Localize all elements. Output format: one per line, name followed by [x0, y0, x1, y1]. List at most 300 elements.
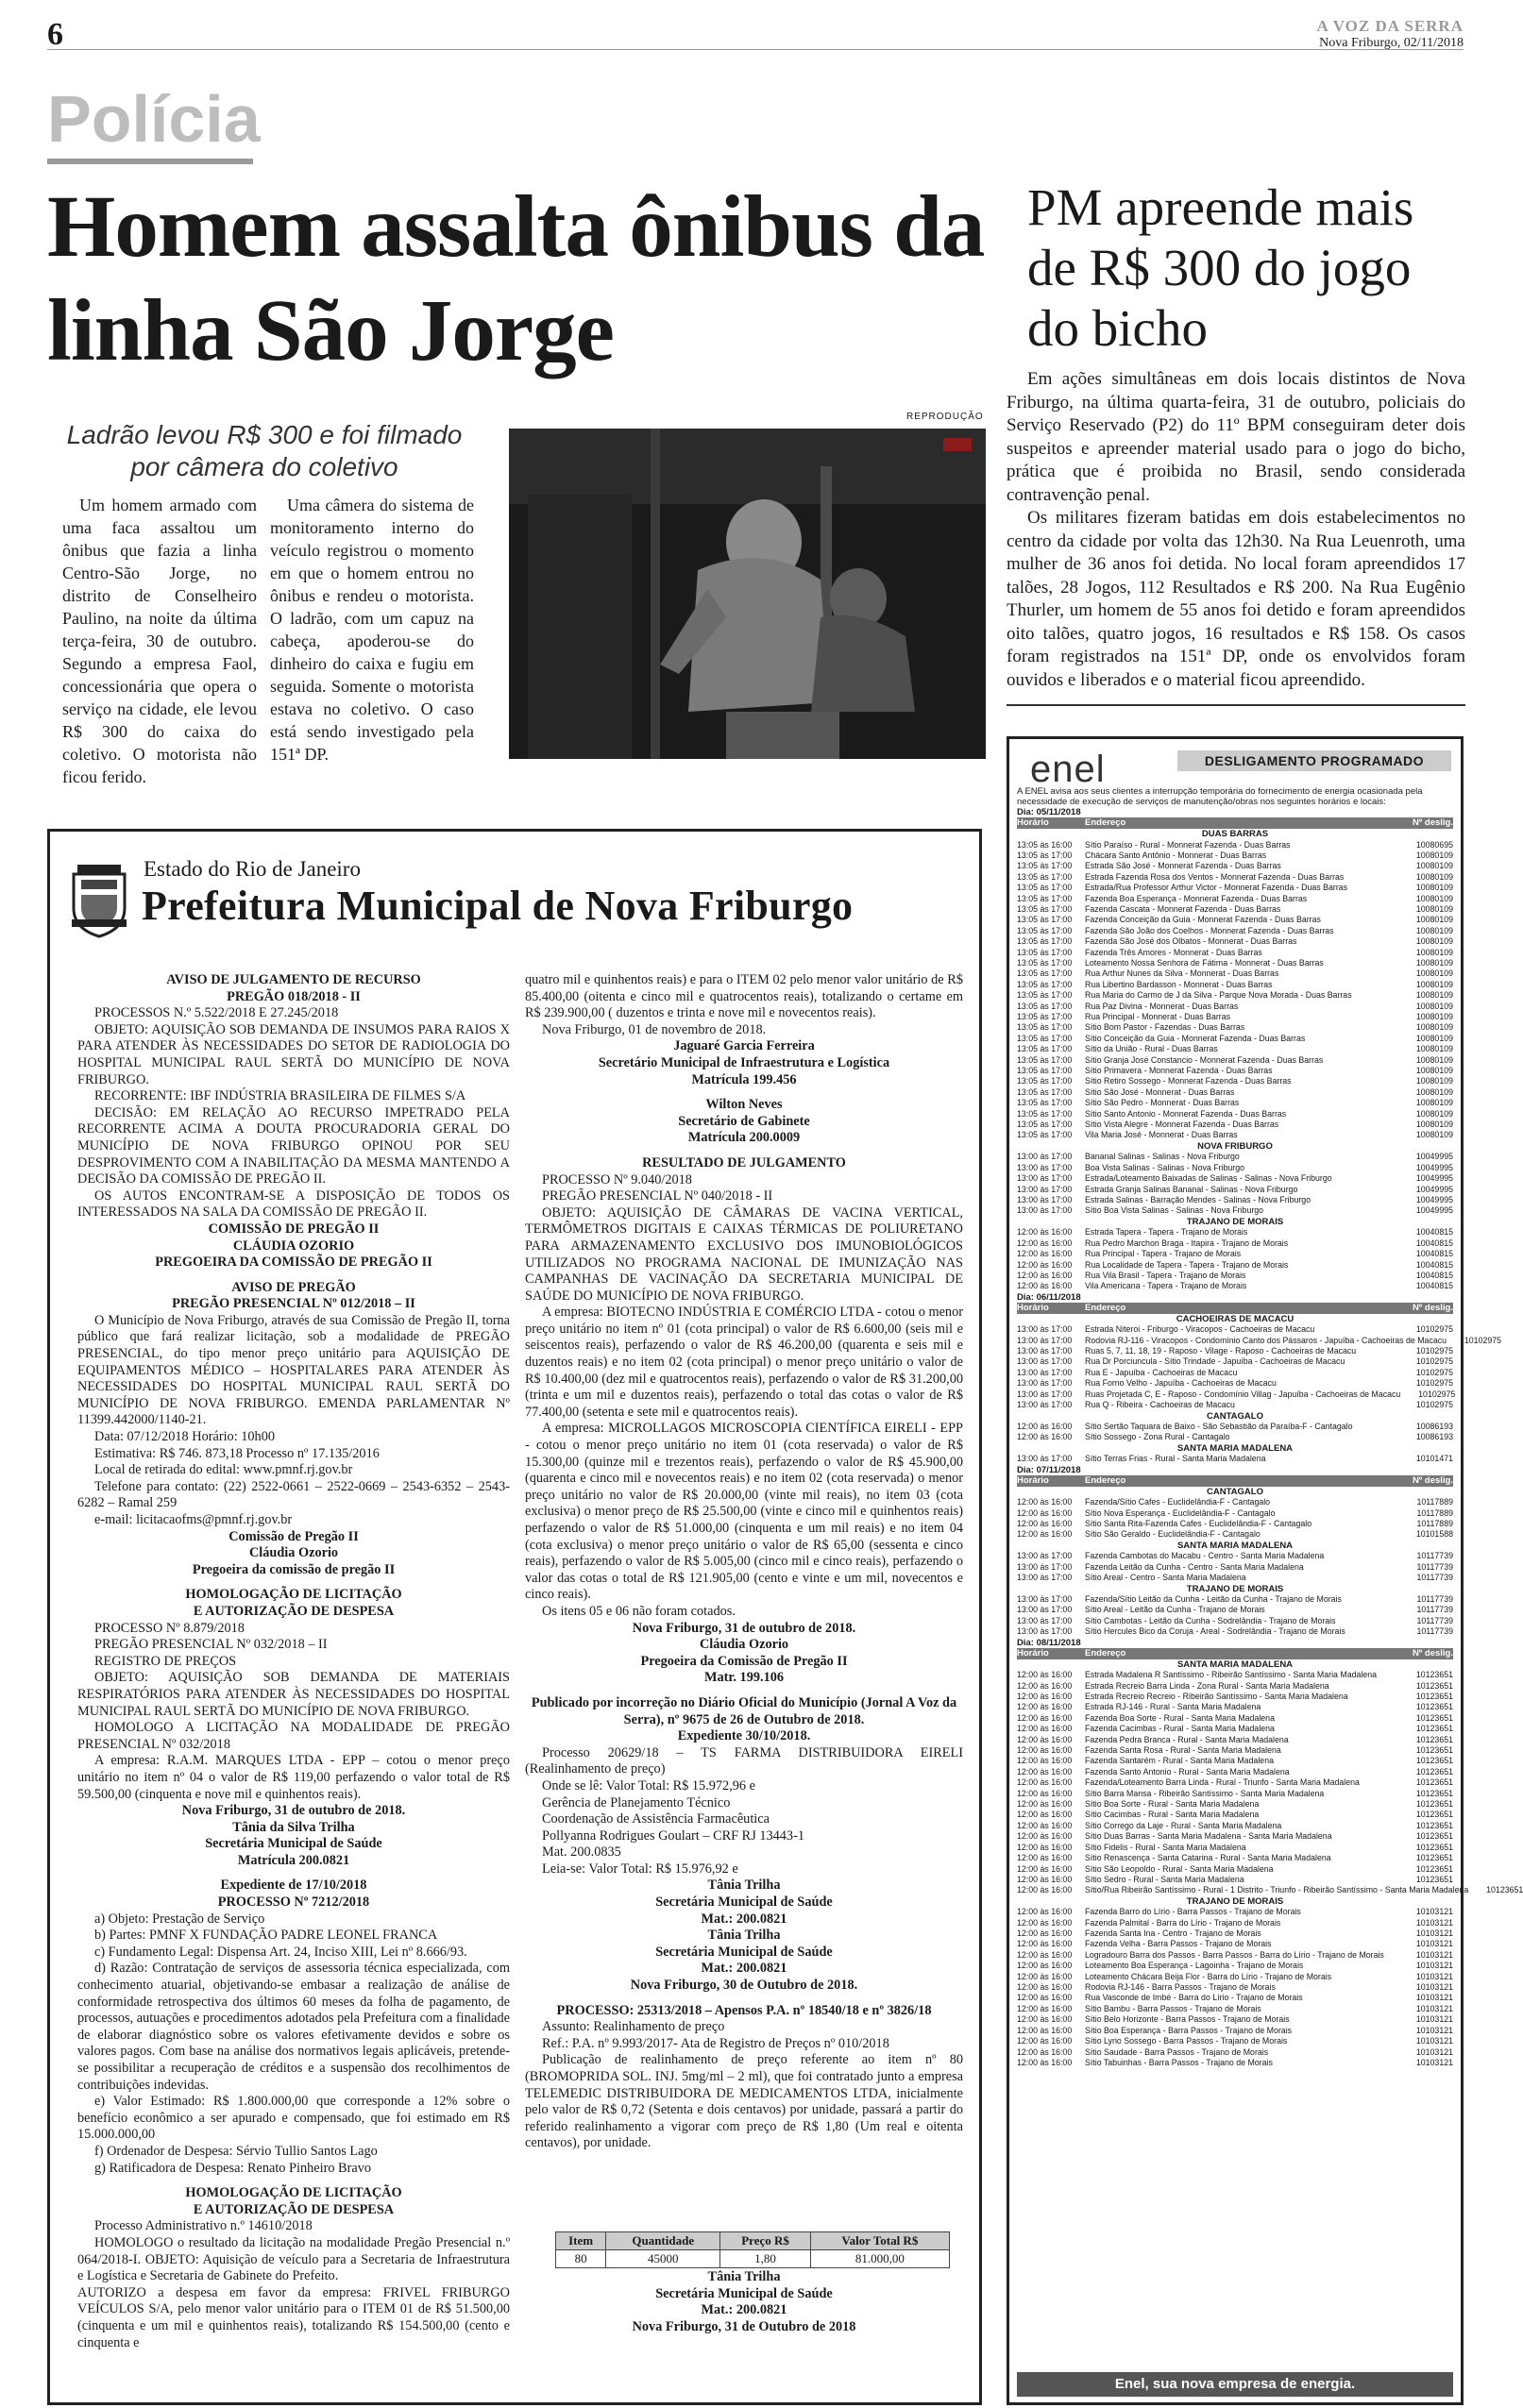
enel-cell: 10123651 — [1415, 1745, 1453, 1756]
enel-cell: 10123651 — [1415, 1724, 1453, 1734]
enel-cell: 10080109 — [1415, 1066, 1453, 1076]
enel-cell: 13:05 às 17:00 — [1017, 936, 1073, 947]
table-row — [1017, 1605, 1453, 1615]
notice-heading: Nova Friburgo, 31 de outubro de 2018. — [181, 1803, 406, 1819]
table-row — [1017, 1055, 1453, 1066]
enel-cell: Sítio Fidelis - Rural - Santa Maria Madalena — [1085, 1842, 1246, 1852]
notice-paragraph: OBJETO: AQUISIÇÃO SOB DEMANDA DE MATERIAIS RESPIRATÓRIOS PARA ATENDER ÀS NECESSIDADES DO HOSPITAL MUNICIPAL RAUL SERTÃ DO MUNICÍPIO DE NOVA FRIBURGO. — [77, 1670, 510, 1719]
enel-cell: Sítio da União - Rural - Duas Barras — [1085, 1044, 1218, 1054]
notice-heading: Secretária Municipal de Saúde — [655, 1894, 833, 1911]
enel-cell: Rua Forno Velho - Japuíba - Cachoeiras de Macacu — [1085, 1378, 1277, 1389]
enel-cell: 13:05 às 17:00 — [1017, 1098, 1073, 1108]
table-row — [1017, 1205, 1453, 1216]
notice-paragraph: Data: 07/12/2018 Horário: 10h00 — [94, 1429, 275, 1445]
enel-cell: 10102975 — [1415, 1324, 1453, 1335]
enel-cell: Rua Libertino Bardasson - Monnerat - Duas Barras — [1085, 979, 1273, 989]
notice-heading: PROCESSO: 25313/2018 – Apensos P.A. nº 18540/18 e nº 3826/18 — [556, 2002, 932, 2018]
price-table-col-item: Item — [556, 2232, 606, 2250]
enel-location: CANTAGALO — [1207, 1410, 1263, 1422]
enel-cell: 12:00 às 16:00 — [1017, 1270, 1073, 1280]
enel-cell: Sítio Duas Barras - Santa Maria Madalena - Santa Maria Madalena — [1085, 1831, 1332, 1842]
enel-cell: 10080109 — [1415, 1076, 1453, 1086]
enel-cell: Estrada Niteroi - Friburgo - Viracopos - Cachoeiras de Macacu — [1085, 1324, 1315, 1335]
enel-cell: 12:00 às 16:00 — [1017, 2025, 1073, 2035]
table-row — [1017, 1864, 1453, 1875]
table-row — [1017, 1163, 1453, 1173]
enel-cell: 12:00 às 16:00 — [1017, 2046, 1073, 2057]
enel-cell: 12:00 às 16:00 — [1017, 1432, 1073, 1442]
notice-paragraph: Assunto: Realinhamento de preço — [542, 2019, 725, 2035]
enel-cell: 13:00 às 17:00 — [1017, 1573, 1073, 1583]
enel-cell: 13:05 às 17:00 — [1017, 1076, 1073, 1086]
enel-cell: 13:05 às 17:00 — [1017, 979, 1073, 989]
enel-cell: 10080109 — [1415, 1120, 1453, 1130]
enel-cell: 10080109 — [1415, 1108, 1453, 1119]
enel-cell: 10123651 — [1415, 1799, 1453, 1810]
table-row — [1017, 1109, 1453, 1120]
prefeitura-column-2-footer — [525, 2269, 963, 2335]
enel-logo: enel — [1030, 749, 1106, 790]
enel-cell: 13:00 às 17:00 — [1017, 1367, 1073, 1377]
enel-cell: 10123651 — [1415, 1692, 1453, 1701]
enel-cell: 10103121 — [1415, 2025, 1453, 2035]
enel-location: DUAS BARRAS — [1201, 829, 1269, 839]
enel-cell: 13:05 às 17:00 — [1017, 947, 1073, 957]
enel-cell: 10040815 — [1415, 1238, 1453, 1248]
enel-cell: 10049995 — [1415, 1184, 1453, 1194]
table-row — [1017, 990, 1453, 1001]
notice-paragraph: RECORRENTE: IBF INDÚSTRIA BRASILEIRA DE FILMES S/A — [94, 1088, 466, 1104]
notice-paragraph: AUTORIZO a despesa em favor da empresa: FRIVEL FRIBURGO VEÍCULOS S/A, pelo menor valor unitário para o ITEM 01 de R$ 51.500,00 (cinquenta e um mil e quinhentos reais), totalizando R$ 154.500,00 (cento e cinquenta e — [77, 2284, 510, 2350]
notice-heading: Comissão de Pregão II — [228, 1528, 359, 1544]
enel-cell: 13:05 às 17:00 — [1017, 1120, 1073, 1130]
table-row — [1017, 2058, 1453, 2068]
enel-cell: Estrada Recreio Barra Linda - Zona Rural - Santa Maria Madalena — [1085, 1680, 1329, 1691]
enel-date: Dia: 05/11/2018 — [1017, 807, 1081, 817]
enel-cell: 12:00 às 16:00 — [1017, 1788, 1073, 1798]
notice-heading: Matrícula 199.456 — [691, 1071, 797, 1087]
table-row — [1017, 1098, 1453, 1108]
notice-paragraph: Gerência de Planejamento Técnico — [542, 1794, 731, 1810]
table-row — [1017, 850, 1453, 861]
enel-cell: Sítio São José - Monnerat - Duas Barras — [1085, 1086, 1235, 1097]
notice-paragraph: OS AUTOS ENCONTRAM-SE A DISPOSIÇÃO DE TODOS OS INTERESSADOS NA SALA DA COMISSÃO DE PREGÃO II. — [77, 1187, 510, 1221]
enel-cell: 10049995 — [1415, 1152, 1453, 1162]
table-row — [1017, 1853, 1453, 1863]
table-row — [1017, 883, 1453, 893]
enel-cell: Rodovia RJ-116 - Viracopos - Condomínio Canto dos Pássaros - Japuíba - Cachoeiras de Macacu — [1085, 1335, 1447, 1345]
table-row — [1017, 1810, 1453, 1820]
enel-cell: 10103121 — [1415, 1961, 1453, 1971]
notice-heading: Tânia da Silva Trilha — [232, 1819, 355, 1835]
table-row — [1017, 2026, 1453, 2036]
notice-heading: Secretária Municipal de Saúde — [205, 1836, 382, 1852]
enel-cell: 13:05 às 17:00 — [1017, 1066, 1073, 1076]
enel-header-cell: Endereço — [1085, 817, 1126, 828]
table-row — [1017, 915, 1453, 925]
paragraph-gap — [525, 1687, 963, 1695]
enel-cell: Sítio Retiro Sossego - Monnerat Fazenda - Duas Barras — [1085, 1076, 1292, 1086]
enel-cell: 12:00 às 16:00 — [1017, 1756, 1073, 1766]
enel-cell: 13:00 às 17:00 — [1017, 1356, 1073, 1367]
enel-cell: 13:00 às 17:00 — [1017, 1561, 1073, 1572]
paragraph-gap — [77, 1271, 510, 1280]
enel-cell: Sítio Cambotas - Leitão da Cunha - Sodrelândia - Trajano de Morais — [1085, 1615, 1336, 1625]
table-row — [1017, 1735, 1453, 1745]
enel-cell: 10080109 — [1415, 871, 1453, 882]
enel-cell: 10049995 — [1415, 1205, 1453, 1216]
enel-cell: 10080109 — [1415, 861, 1453, 871]
notice-heading: AVISO DE PREGÃO — [231, 1279, 356, 1295]
enel-cell: 13:00 às 17:00 — [1017, 1626, 1073, 1637]
table-row — [1017, 1130, 1453, 1140]
enel-cell: Sítio Bom Pastor - Fazendas - Duas Barras — [1085, 1022, 1245, 1033]
enel-cell: Rua Localidade de Tapera - Tapera - Trajano de Morais — [1085, 1259, 1289, 1270]
enel-cell: Fazenda Barro do Lírio - Barra Passos - Trajano de Morais — [1085, 1907, 1301, 1917]
enel-cell: 10123651 — [1415, 1756, 1453, 1766]
bus-camera-photo — [509, 429, 986, 759]
photo-image — [509, 429, 986, 759]
enel-cell: 13:05 às 17:00 — [1017, 1054, 1073, 1065]
notice-heading: Matrícula 200.0821 — [237, 1852, 350, 1868]
enel-header-cell: Horário — [1017, 1647, 1049, 1659]
enel-cell: Sítio Hercules Bico da Coruja - Areal - Sodrelândia - Trajano de Morais — [1085, 1626, 1345, 1637]
notice-heading: Nova Friburgo, 31 de outubro de 2018. — [632, 1620, 856, 1636]
table-row — [1017, 1907, 1453, 1917]
enel-cell: Loteamento Nossa Senhora de Fátima - Monnerat - Duas Barras — [1085, 957, 1324, 968]
notice-paragraph: Processo 20629/18 – TS FARMA DISTRIBUIDORA EIRELI (Realinhamento de preço) — [525, 1744, 963, 1777]
notice-heading: Secretário de Gabinete — [678, 1113, 810, 1129]
enel-cell: 13:00 às 17:00 — [1017, 1205, 1073, 1216]
enel-cell: 10080109 — [1415, 893, 1453, 903]
enel-cell: Loteamento Chácara Beija Flor - Barra do Lírio - Trajano de Morais — [1085, 1971, 1332, 1981]
enel-cell: 13:05 às 17:00 — [1017, 871, 1073, 882]
enel-cell: Fazenda Santo Antonio - Rural - Santa Maria Madalena — [1085, 1766, 1290, 1777]
notice-heading: CLÁUDIA OZORIO — [232, 1238, 355, 1254]
enel-cell: Rodovia RJ-146 - Barra Passos - Trajano de Morais — [1085, 1982, 1276, 1993]
enel-cell: 10103121 — [1415, 2046, 1453, 2057]
enel-cell: 10123651 — [1415, 1712, 1453, 1723]
price-table-cell: 45000 — [606, 2250, 720, 2268]
enel-cell: 12:00 às 16:00 — [1017, 1928, 1073, 1939]
enel-cell: Bananal Salinas - Salinas - Nova Friburgo — [1085, 1152, 1240, 1162]
enel-location: TRAJANO DE MORAIS — [1186, 1216, 1284, 1227]
table-row — [1017, 1044, 1453, 1054]
paragraph-gap — [525, 1995, 963, 2003]
table-row — [1017, 968, 1453, 979]
notice-heading: E AUTORIZAÇÃO DE DESPESA — [193, 1603, 395, 1619]
enel-cell: 12:00 às 16:00 — [1017, 1259, 1073, 1270]
table-row — [1017, 1961, 1453, 1971]
enel-cell: Sítio Belo Horizonte - Barra Passos - Trajano de Morais — [1085, 2014, 1290, 2025]
notice-paragraph: g) Ratificadora de Despesa: Renato Pinheiro Bravo — [94, 2160, 371, 2176]
enel-cell: Fazenda Santarém - Rural - Santa Maria Madalena — [1085, 1756, 1274, 1766]
notice-heading: Cláudia Ozorio — [699, 1637, 789, 1653]
notice-paragraph: Ref.: P.A. nº 9.993/2017- Ata de Registro de Preços nº 010/2018 — [542, 2035, 889, 2051]
table-row — [1017, 1713, 1453, 1724]
table-row — [1017, 1034, 1453, 1044]
notice-paragraph: PROCESSO Nº 8.879/2018 — [94, 1620, 245, 1636]
enel-cell: 10080109 — [1415, 957, 1453, 968]
table-row — [1017, 1626, 1453, 1637]
enel-cell: Rua Principal - Tapera - Trajano de Morais — [1085, 1249, 1242, 1259]
enel-cell: 13:05 às 17:00 — [1017, 925, 1073, 935]
enel-cell: 10123651 — [1415, 1680, 1453, 1691]
enel-cell: Fazenda/Loteamento Barra Linda - Rural - Triunfo - Santa Maria Madalena — [1085, 1777, 1360, 1788]
table-row — [1017, 1756, 1453, 1766]
table-row — [1017, 1508, 1453, 1519]
table-row — [1017, 1789, 1453, 1799]
main-article-column-1: Um homem armado com uma faca assaltou um ônibus que fazia a linha Centro-São Jorge, no distrito de Conselheiro Paulino, na noite da última terça-feira, 30 de outubro. Segundo a empresa Faol, concessionária que opera o serviço na cidade, ele levou R$ 300 do caixa do coletivo. O motorista não ficou ferido. — [62, 496, 257, 786]
notice-paragraph: quatro mil e quinhentos reais) e para o ITEM 02 pelo menor valor unitário de R$ 85.400,00 (oitenta e cinco mil e quatrocentos reais), totalizando o certame em R$ 239.900,00 ( duzentos e trinta e nove mil e novecentos reais). — [525, 972, 963, 1021]
enel-cell: 10123651 — [1415, 1853, 1453, 1863]
enel-cell: 12:00 às 16:00 — [1017, 1702, 1073, 1712]
enel-cell: 10123651 — [1415, 1831, 1453, 1842]
enel-cell: 10103121 — [1415, 2014, 1453, 2025]
notice-heading: PROCESSO Nº 7212/2018 — [217, 1894, 370, 1911]
enel-cell: 10080695 — [1415, 839, 1453, 850]
enel-cell: 10117739 — [1416, 1573, 1453, 1583]
enel-cell: Fazenda Boa Esperança - Monnerat Fazenda - Duas Barras — [1085, 893, 1308, 903]
enel-cell: 10123651 — [1415, 1734, 1453, 1744]
enel-table-header — [1017, 1475, 1453, 1487]
table-row — [1017, 1885, 1523, 1895]
main-headline: Homem assalta ônibus da linha São Jorge — [47, 178, 985, 379]
notice-heading: Tânia Trilha — [707, 2269, 781, 2284]
prefeitura-column-1 — [77, 972, 510, 2351]
enel-cell: 12:00 às 16:00 — [1017, 1670, 1073, 1680]
enel-cell: Rua Principal - Monnerat - Duas Barras — [1085, 1012, 1231, 1021]
enel-cell: Fazenda/Sítio Leitão da Cunha - Leitão da Cunha - Trajano de Morais — [1085, 1594, 1342, 1605]
notice-heading: Mat.: 200.0821 — [701, 1961, 787, 1977]
table-row — [1017, 1356, 1453, 1367]
enel-cell: Ruas 5, 7, 11, 18, 19 - Raposo - Vilage - Raposo - Cachoeiras de Macacu — [1085, 1346, 1357, 1356]
enel-cell: 13:05 às 17:00 — [1017, 1001, 1073, 1011]
enel-cell: Sítio Sedro - Rural - Santa Maria Madalena — [1085, 1874, 1244, 1884]
coat-of-arms-icon — [68, 861, 130, 938]
enel-table-header — [1017, 817, 1453, 829]
enel-cell: Fazenda Cacimbas - Rural - Santa Maria Madalena — [1085, 1724, 1275, 1734]
enel-cell: 13:00 às 17:00 — [1017, 1551, 1073, 1561]
enel-header-cell: Nº deslig. — [1412, 1647, 1453, 1659]
table-row — [1017, 1843, 1453, 1853]
enel-cell: Chácara Santo Antônio - Monnerat - Duas Barras — [1085, 850, 1267, 860]
enel-cell: 10117889 — [1416, 1497, 1453, 1507]
enel-cell: Fazenda Conceição da Guia - Monnerat Fazenda - Duas Barras — [1085, 915, 1321, 925]
table-row — [1017, 948, 1453, 958]
table-row — [1017, 1066, 1453, 1076]
enel-cell: 10103121 — [1415, 1939, 1453, 1949]
enel-location: CACHOEIRAS DE MACACU — [1176, 1313, 1295, 1324]
table-row — [1017, 1745, 1453, 1756]
enel-cell: 12:00 às 16:00 — [1017, 2036, 1073, 2046]
enel-cell: 10080109 — [1415, 947, 1453, 957]
side-article-paragraph: Os militares fizeram batidas em dois estabelecimentos no centro da cidade por volta das 12h30. Na Rua Leuenroth, uma mulher de 36 anos foi detida. No local foram apreendidos 17 talões, 28 Jogos, 112 Resultados e R$ 200. Na Rua Eugênio Thurler, um homem de 55 anos foi detido e foram apreendidos oito talões, quatro jogos, 16 resultados e R$ 158. Os casos foram registrados na 151ª DP, onde os envolvidos foram ouvidos e liberados e o material ficou apreendido. — [1007, 508, 1465, 690]
enel-cell: 12:00 às 16:00 — [1017, 1692, 1073, 1701]
enel-cell: Sítio Primavera - Monnerat Fazenda - Duas Barras — [1085, 1066, 1273, 1076]
enel-cell: 13:05 às 17:00 — [1017, 1012, 1073, 1021]
enel-location: TRAJANO DE MORAIS — [1186, 1895, 1284, 1907]
notice-paragraph: PROCESSOS N.º 5.522/2018 E 27.245/2018 — [94, 1005, 339, 1021]
enel-cell: Fazenda Santa Rosa - Rural - Santa Maria Madalena — [1085, 1745, 1281, 1756]
enel-cell: 10123651 — [1415, 1777, 1453, 1788]
enel-header-cell: Horário — [1017, 1302, 1049, 1313]
enel-cell: Rua Arthur Nunes da Silva - Monnerat - Duas Barras — [1085, 968, 1279, 979]
table-row — [1017, 1378, 1453, 1389]
enel-header-cell: Nº deslig. — [1412, 1302, 1453, 1313]
main-subhead: Ladrão levou R$ 300 e foi filmado por câmera do coletivo — [66, 420, 463, 481]
enel-cell: 10086193 — [1415, 1432, 1453, 1442]
enel-notice — [1007, 736, 1523, 2405]
enel-cell: 10040815 — [1415, 1270, 1453, 1280]
notice-paragraph: Processo Administrativo n.º 14610/2018 — [94, 2218, 313, 2234]
enel-cell: 12:00 às 16:00 — [1017, 1777, 1073, 1788]
table-row — [1017, 2036, 1453, 2046]
notice-heading: HOMOLOGAÇÃO DE LICITAÇÃO — [185, 2185, 402, 2201]
enel-cell: 12:00 às 16:00 — [1017, 1863, 1073, 1874]
enel-cell: 10080109 — [1415, 936, 1453, 947]
enel-cell: Sítio Saudade - Barra Passos - Trajano de Morais — [1085, 2046, 1269, 2057]
enel-location: NOVA FRIBURGO — [1197, 1140, 1273, 1152]
enel-cell: 12:00 às 16:00 — [1017, 1497, 1073, 1507]
enel-cell: Sítio Boa Vista Salinas - Salinas - Nova Friburgo — [1085, 1205, 1264, 1216]
table-row — [1017, 1260, 1453, 1271]
notice-paragraph: f) Ordenador de Despesa: Sérvio Tullio Santos Lago — [94, 2143, 378, 2159]
enel-cell: Fazenda São João dos Coelhos - Monnerat Fazenda - Duas Barras — [1085, 925, 1334, 935]
table-row — [1017, 1767, 1453, 1777]
enel-cell: 12:00 às 16:00 — [1017, 1227, 1073, 1238]
enel-cell: 10040815 — [1415, 1249, 1453, 1259]
enel-cell: 13:05 às 17:00 — [1017, 1044, 1073, 1054]
table-row — [556, 2250, 950, 2268]
masthead-name: A VOZ DA SERRA — [1316, 17, 1464, 35]
notice-paragraph: Mat. 200.0835 — [542, 1844, 621, 1861]
enel-cell: Ruas Projetada C, E - Raposo - Condomínio Villag - Japuíba - Cachoeiras de Macacu — [1085, 1389, 1401, 1399]
enel-cell: 12:00 às 16:00 — [1017, 1885, 1073, 1895]
table-row — [1017, 2004, 1453, 2014]
enel-cell: 12:00 às 16:00 — [1017, 1680, 1073, 1691]
enel-cell: Sítio Barra Mansa - Ribeirão Santíssimo - Santa Maria Madalena — [1085, 1788, 1325, 1798]
enel-cell: 13:00 às 17:00 — [1017, 1346, 1073, 1356]
enel-cell: 10080109 — [1415, 1098, 1453, 1108]
enel-schedule — [1017, 807, 1523, 2068]
enel-cell: 10049995 — [1415, 1173, 1453, 1184]
table-row — [1017, 1227, 1453, 1238]
notice-heading: Secretário Municipal de Infraestrutura e Logística — [598, 1054, 890, 1070]
enel-title: DESLIGAMENTO PROGRAMADO — [1177, 750, 1451, 771]
enel-cell: 12:00 às 16:00 — [1017, 1249, 1073, 1259]
notice-paragraph: d) Razão: Contratação de serviços de assessoria técnica especializada, com conhecimento atuarial, objetivando-se embasar a realização de análise de conformidade retrospectiva dos últimos 60 meses da folha de pagamento, de processos, autuações e procedimentos adotados pela Prefeitura com a finalidade de elaborar diagnóstico sobre os valores efetivamente devidos e sobre os valores pagos. Com base na análise dos normativos legais aplicáveis, pretende-se possibilitar a recuperação de créditos e a suspensão dos recolhimentos de contribuições indevidas. — [77, 1961, 510, 2093]
notice-paragraph: DECISÃO: EM RELAÇÃO AO RECURSO IMPETRADO PELA RECORRENTE ACIMA A DOUTA PROCURADORIA GERAL DO MUNICÍPIO DE NOVA FRIBURGO OPINOU POR SEU DESPROVIMENTO COM A INABILITAÇÃO DA MESMA MANTENDO A DECISÃO DA COMISSÃO DE PREGÃO II. — [77, 1104, 510, 1187]
enel-cell: Fazenda Velha - Barra Passos - Trajano de Morais — [1085, 1939, 1272, 1949]
enel-cell: 10080109 — [1415, 968, 1453, 979]
paragraph-gap — [77, 1869, 510, 1878]
notice-paragraph: Telefone para contato: (22) 2522-0661 – 2522-0669 – 2543-6352 – 2543-6282 – Ramal 259 — [77, 1478, 510, 1511]
enel-cell: 13:00 às 17:00 — [1017, 1162, 1073, 1172]
enel-cell: Estrada Madalena R Santíssimo - Ribeirão Santíssimo - Santa Maria Madalena — [1085, 1670, 1378, 1680]
enel-header — [1017, 745, 1453, 790]
enel-cell: Sítio Sertão Taquara de Baixo - São Sebastião da Paraíba-F - Cantagalo — [1085, 1422, 1353, 1431]
enel-cell: 12:00 às 16:00 — [1017, 1993, 1073, 2003]
enel-cell: 13:05 às 17:00 — [1017, 915, 1073, 925]
enel-cell: 10103121 — [1415, 2003, 1453, 2013]
header-rule — [47, 49, 1464, 50]
enel-cell: Sítio Conceição da Guia - Monnerat Fazenda - Duas Barras — [1085, 1033, 1306, 1043]
enel-cell: Rua Maria do Carmo de J da Silva - Parque Nova Morada - Duas Barras — [1085, 990, 1352, 1001]
prefeitura-state: Estado do Rio de Janeiro — [144, 857, 361, 881]
enel-cell: 13:05 às 17:00 — [1017, 893, 1073, 903]
enel-cell: 13:00 às 17:00 — [1017, 1454, 1073, 1464]
enel-date: Dia: 06/11/2018 — [1017, 1291, 1081, 1303]
enel-cell: 12:00 às 16:00 — [1017, 1745, 1073, 1756]
enel-cell: 10123651 — [1415, 1670, 1453, 1680]
enel-cell: Sítio Terras Frias - Rural - Santa Maria Madalena — [1085, 1454, 1266, 1464]
enel-cell: 12:00 às 16:00 — [1017, 1831, 1073, 1842]
table-row — [1017, 1389, 1456, 1400]
page-number: 6 — [47, 17, 63, 52]
enel-location: SANTA MARIA MADALENA — [1176, 1659, 1294, 1670]
price-table-col-quantity: Quantidade — [606, 2232, 720, 2250]
enel-cell: 10117739 — [1416, 1594, 1453, 1605]
table-row — [1017, 1152, 1453, 1162]
price-table-col-total: Valor Total R$ — [810, 2232, 949, 2250]
enel-cell: 10080109 — [1415, 850, 1453, 860]
enel-cell: Sítio Bambu - Barra Passos - Trajano de Morais — [1085, 2003, 1261, 2013]
enel-cell: 12:00 às 16:00 — [1017, 1238, 1073, 1248]
notice-paragraph: Nova Friburgo, 01 de novembro de 2018. — [542, 1021, 767, 1037]
enel-cell: Fazenda Cambotas do Macabu - Centro - Santa Maria Madalena — [1085, 1551, 1325, 1561]
enel-cell: 13:00 às 17:00 — [1017, 1605, 1073, 1615]
enel-cell: Estrada Tapera - Tapera - Trajano de Morais — [1085, 1227, 1248, 1238]
enel-cell: 10103121 — [1415, 1993, 1453, 2003]
main-article-column-2: Uma câmera do sistema de monitoramento interno do veículo registrou o momento em que o homem entrou no ônibus e rendeu o motorista. O ladrão, com um capuz na cabeça, apoderou-se do dinheiro do caixa e fugiu em seguida. Somente o motorista estava no coletivo. O caso está sendo investigado pela 151ª DP. — [270, 496, 474, 764]
enel-cell: Sítio Tabuinhas - Barra Passos - Trajano de Morais — [1085, 2057, 1273, 2067]
table-row — [1017, 872, 1453, 883]
notice-heading: PREGOEIRA DA COMISSÃO DE PREGÃO II — [155, 1255, 432, 1271]
enel-cell: Logradouro Barra dos Passos - Barra Passos - Barra do Lírio - Trajano de Morais — [1085, 1949, 1384, 1960]
table-row — [1017, 894, 1453, 904]
enel-cell: Estrada Granja Salinas Bananal - Salinas - Nova Friburgo — [1085, 1184, 1298, 1194]
enel-cell: 10101471 — [1415, 1454, 1453, 1464]
notice-paragraph: Coordenação de Assistência Farmacêutica — [542, 1811, 770, 1827]
enel-cell: 13:05 às 17:00 — [1017, 968, 1073, 979]
table-row — [1017, 861, 1453, 871]
enel-cell: 10040815 — [1415, 1227, 1453, 1238]
enel-cell: Rua E - Japuíba - Cachoeiras de Macacu — [1085, 1367, 1238, 1377]
enel-cell: 13:05 às 17:00 — [1017, 861, 1073, 871]
enel-cell: 12:00 às 16:00 — [1017, 1734, 1073, 1744]
enel-cell: 13:00 às 17:00 — [1017, 1400, 1073, 1410]
enel-cell: 10040815 — [1415, 1281, 1453, 1291]
table-row — [1017, 1982, 1453, 1993]
enel-cell: 13:05 às 17:00 — [1017, 1033, 1073, 1043]
notice-heading: COMISSÃO DE PREGÃO II — [208, 1221, 380, 1237]
photo-credit: REPRODUÇÃO — [906, 412, 984, 422]
notice-paragraph: PREGÃO PRESENCIAL Nº 032/2018 – II — [94, 1637, 328, 1653]
enel-cell: Fazenda Boa Sorte - Rural - Santa Maria Madalena — [1085, 1712, 1275, 1723]
enel-cell: 10102975 — [1464, 1335, 1502, 1345]
notice-heading: Secretária Municipal de Saúde — [655, 1944, 833, 1960]
notice-heading: Pregoeira da comissão de pregão II — [192, 1561, 396, 1577]
enel-date: Dia: 07/11/2018 — [1017, 1464, 1081, 1475]
enel-cell: 10103121 — [1415, 1971, 1453, 1981]
table-row — [1017, 1777, 1453, 1788]
enel-cell: 13:05 às 17:00 — [1017, 1086, 1073, 1097]
notice-heading: Pregoeira da Comissão de Pregão II — [640, 1653, 848, 1669]
table-row — [1017, 1281, 1453, 1291]
enel-cell: Estrada RJ-146 - Rural - Santa Maria Madalena — [1085, 1702, 1261, 1712]
enel-header-cell: Horário — [1017, 817, 1049, 828]
